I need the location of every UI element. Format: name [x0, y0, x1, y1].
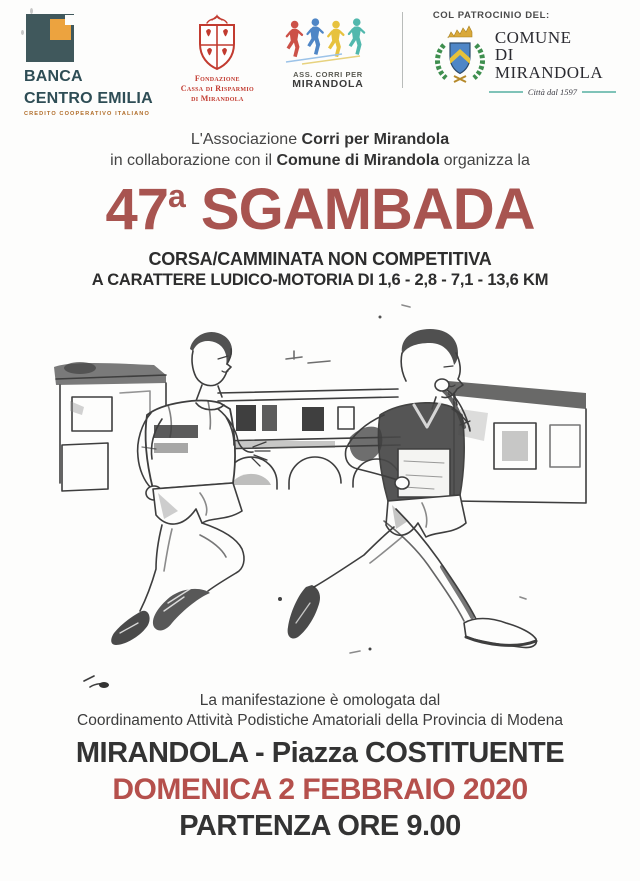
comune-motto: Città dal 1597 — [489, 87, 616, 97]
sanction-text — [0, 691, 640, 732]
fondazione-label: Fondazione Cassa di Risparmio di Mirandola — [180, 74, 254, 103]
scan-speck — [30, 8, 33, 14]
header-divider — [402, 12, 403, 88]
comune-di-mirandola-logo — [431, 6, 616, 97]
banca-centro-emilia-logo — [24, 6, 153, 117]
subtitle-line-2: A CARATTERE LUDICO-MOTORIA DI 1,6 - 2,8 - 7,1 - 13,6 KM — [91, 271, 549, 290]
corri-label-line1: ASS. CORRI PER — [293, 70, 363, 79]
corri-label-line2: MIRANDOLA — [292, 78, 364, 90]
event-title: 47$^a$ SGAMBADA — [105, 176, 535, 242]
runners-sketch-illustration — [50, 297, 590, 689]
fondazione-logo — [181, 6, 254, 104]
sanction-line-2: Coordinamento Attività Podistiche Amatoriali della Provincia di Modena — [77, 712, 563, 730]
ordinal-superscript: a — [168, 177, 186, 214]
banca-name-line2: CENTRO EMILIA — [24, 89, 153, 107]
scan-speck — [21, 30, 24, 35]
banca-mark-icon — [24, 12, 88, 64]
banca-tagline: CREDITO COOPERATIVO ITALIANO — [24, 110, 150, 117]
corri-per-mirandola-logo — [282, 6, 374, 90]
comune-name: COMUNE DI MIRANDOLA — [494, 28, 604, 82]
motto-rule-right — [582, 91, 616, 93]
corri-runners-icon — [282, 16, 374, 68]
motto-rule-left — [489, 91, 523, 93]
patronage-label: COL PATROCINIO DEL: — [432, 10, 550, 21]
sanction-line-1: La manifestazione è omologata dal — [199, 691, 441, 709]
date-line: DOMENICA 2 FEBBRAIO 2020 — [112, 772, 528, 806]
intro-line-1: L'Associazione Corri per Mirandola — [190, 131, 450, 148]
intro-text — [0, 130, 640, 172]
comune-coat-of-arms-icon — [431, 25, 489, 85]
fondazione-crest-icon — [189, 14, 245, 72]
sponsor-header — [0, 0, 640, 117]
subtitle-line-1: CORSA/CAMMINATA NON COMPETITIVA — [148, 248, 492, 269]
event-subtitle — [0, 249, 640, 291]
start-time-line: PARTENZA ORE 9.00 — [179, 810, 461, 843]
intro-line-2: in collaborazione con il Comune di Mirandola organizza la — [110, 151, 530, 169]
banca-name-line1: BANCA — [24, 68, 83, 85]
location-line: MIRANDOLA - Piazza COSTITUENTE — [75, 736, 565, 769]
